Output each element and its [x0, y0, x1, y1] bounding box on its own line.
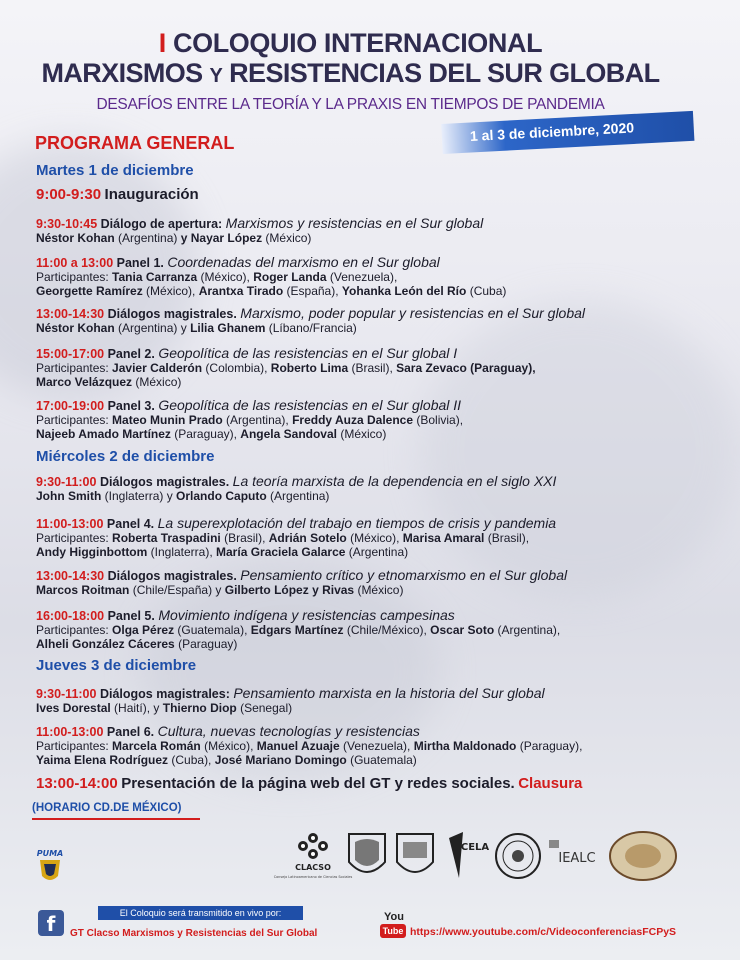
participants-line [36, 637, 686, 651]
program-title: PROGRAMA GENERAL [35, 133, 235, 153]
event-title-line2 [0, 58, 701, 89]
participant-name: y Nayar López [180, 231, 263, 245]
participants-line [36, 531, 686, 545]
partner-logos [273, 828, 695, 888]
session-time: 17:00-19:00 [36, 399, 105, 413]
session-title: Marxismos y resistencias en el Sur global [225, 215, 484, 231]
participant-name: Lilia Ghanem [190, 321, 266, 335]
schedule-item-heading [36, 216, 686, 231]
event-title-text: COLOQUIO INTERNACIONAL [173, 28, 543, 58]
participant-name: Najeeb Amado Martínez [36, 427, 171, 441]
session-time: 11:00-13:00 [36, 517, 104, 531]
participant-detail: (Brasil), [220, 531, 269, 545]
session-time: 13:00-14:30 [36, 307, 105, 321]
participants-line [36, 361, 686, 375]
participant-detail: Participantes: [36, 361, 113, 375]
participant-detail: (Paraguay), [170, 427, 241, 441]
participant-detail: (Líbano/Francia) [265, 321, 357, 335]
session-type: Diálogos magistrales. [99, 475, 230, 489]
session-title: Cultura, nuevas tecnologías y resistencias [157, 723, 420, 739]
schedule-item-heading [36, 516, 686, 531]
youtube-logo-text: You [384, 911, 404, 923]
session-title: Coordenadas del marxismo en el Sur global [167, 254, 440, 270]
schedule-item [36, 188, 686, 202]
participant-name: María Graciela Galarce [216, 545, 346, 559]
participant-name: Alheli González Cáceres [36, 637, 175, 651]
participant-detail: Participantes: [36, 623, 113, 637]
participant-detail: (Haití), y [110, 701, 163, 715]
oval-seal-logo [607, 828, 679, 884]
participant-name: Edgars Martínez [250, 623, 344, 637]
participant-name: Oscar Soto [430, 623, 495, 637]
schedule-item-heading [36, 608, 686, 623]
participant-detail: (Chile/España) y [129, 583, 225, 597]
session-time: 11:00 a 13:00 [36, 256, 114, 270]
session-time: 11:00-13:00 [36, 725, 104, 739]
event-dates: 1 al 3 de diciembre, 2020 [469, 119, 635, 144]
participant-name: Marcela Román [112, 739, 201, 753]
participant-name: Gilberto López y Rivas [224, 583, 355, 597]
participant-name: Andy Higginbottom [36, 545, 148, 559]
session-time: 16:00-18:00 [36, 609, 105, 623]
session-time: 15:00-17:00 [36, 347, 105, 361]
event-subtitle: DESAFÍOS ENTRE LA TEORÍA Y LA PRAXIS EN TIEMPOS DE PANDEMIA [96, 96, 605, 113]
round-seal-logo [493, 828, 543, 884]
schedule-item [36, 686, 686, 715]
event-title-word: MARXISMOS [41, 58, 203, 88]
edition-numeral: I [158, 28, 166, 58]
participant-detail: Participantes: [36, 739, 113, 753]
day-heading: Jueves 3 de diciembre [36, 657, 197, 674]
schedule-item [36, 777, 686, 791]
participant-name: Marco Velázquez [36, 375, 133, 389]
participant-detail: (Paraguay) [174, 637, 238, 651]
participants-line [36, 753, 686, 767]
session-type: Panel 5. [107, 609, 155, 623]
event-title-word: RESISTENCIAS DEL SUR GLOBAL [229, 58, 660, 88]
event-title-line1 [0, 28, 701, 59]
session-title: Pensamiento crítico y etnomarxismo en el Sur global [240, 567, 568, 583]
session-time: 13:00-14:00 [36, 775, 118, 792]
participant-detail: (Venezuela), [339, 739, 414, 753]
session-type: Diálogo de apertura: [100, 217, 223, 231]
participant-detail: (Argentina) [114, 231, 181, 245]
participant-name: Marisa Amaral [402, 531, 485, 545]
participant-name: Mirtha Maldonado [413, 739, 517, 753]
participant-detail: (México) [337, 427, 387, 441]
participant-detail: (Argentina) y [114, 321, 191, 335]
schedule-item [36, 255, 686, 298]
participants-line [36, 284, 686, 298]
participants-line [36, 545, 686, 559]
participant-detail: Participantes: [36, 270, 113, 284]
participant-name: Roberto Lima [270, 361, 349, 375]
schedule-item [36, 474, 686, 503]
participant-detail: (Argentina) [266, 489, 330, 503]
participant-name: Yaima Elena Rodríguez [36, 753, 169, 767]
participant-detail: (Cuba), [168, 753, 215, 767]
participant-name: Angela Sandoval [240, 427, 337, 441]
participant-name: José Mariano Domingo [214, 753, 347, 767]
session-title: Pensamiento marxista en la historia del Sur global [233, 685, 545, 701]
participants-line [36, 231, 686, 245]
participant-detail: (México) [354, 583, 404, 597]
facebook-icon[interactable]: f [38, 910, 64, 936]
schedule-item-heading [36, 686, 686, 701]
participant-detail: (Paraguay), [516, 739, 583, 753]
clacso-logo [273, 828, 353, 884]
participant-detail: (Inglaterra) y [101, 489, 177, 503]
participants-line [36, 375, 686, 389]
session-type: Panel 4. [106, 517, 155, 531]
session-title: La teoría marxista de la dependencia en el siglo XXI [232, 473, 557, 489]
participant-name: Sara Zevaco (Paraguay), [396, 361, 536, 375]
session-type: Panel 6. [106, 725, 155, 739]
session-time: 9:30-11:00 [36, 687, 97, 701]
session-title: Marxismo, poder popular y resistencias en el Sur global [240, 305, 586, 321]
participant-detail: (Inglaterra), [147, 545, 217, 559]
participant-name: Roberta Traspadini [112, 531, 221, 545]
participant-name: Orlando Caputo [176, 489, 267, 503]
participant-detail: (Argentina) [345, 545, 409, 559]
session-time: 9:00-9:30 [36, 186, 102, 203]
participant-name: Thierno Diop [162, 701, 237, 715]
stream-note: El Coloquio será transmitido en vivo por: [98, 906, 303, 920]
session-type: Panel 2. [107, 347, 155, 361]
participants-line [36, 427, 686, 441]
facebook-page-link[interactable]: GT Clacso Marxismos y Resistencias del Sur Global [70, 928, 318, 939]
schedule-item-heading [36, 474, 686, 489]
event-title-word: Y [209, 65, 223, 87]
participant-detail: (Argentina), [494, 623, 561, 637]
participant-name: Freddy Auza Dalence [292, 413, 414, 427]
session-type: Panel 1. [116, 256, 164, 270]
schedule-item-heading [36, 724, 686, 739]
participant-detail: (México) [262, 231, 312, 245]
day-heading: Miércoles 2 de diciembre [36, 448, 215, 465]
participants-line [36, 413, 686, 427]
participant-name: Néstor Kohan [36, 231, 115, 245]
participant-detail: Participantes: [36, 531, 113, 545]
participant-detail: (Argentina), [222, 413, 293, 427]
participant-detail: (Guatemala), [174, 623, 251, 637]
session-type: Diálogos magistrales. [107, 307, 237, 321]
clacso-logo-text: CLACSO [295, 863, 331, 872]
participants-line [36, 583, 686, 597]
participant-detail: (España), [283, 284, 342, 298]
session-time: 9:30-10:45 [36, 217, 98, 231]
schedule-item [36, 608, 686, 651]
participant-detail: (México), [197, 270, 254, 284]
schedule-item [36, 216, 686, 245]
participant-name: Ives Dorestal [36, 701, 111, 715]
iealc-logo-text: IEALC [558, 851, 596, 866]
session-title: La superexplotación del trabajo en tiempos de crisis y pandemia [157, 515, 557, 531]
session-type: Diálogos magistrales: [99, 687, 230, 701]
participant-detail: (Guatemala) [346, 753, 417, 767]
schedule-item [36, 724, 686, 767]
session-type: Presentación de la página web del GT y redes sociales. [121, 775, 515, 792]
schedule-item-heading [36, 188, 686, 202]
participants-line [36, 701, 686, 715]
iealc-logo [543, 828, 607, 884]
cela-logo [445, 828, 493, 884]
session-title: Movimiento indígena y resistencias campesinas [158, 607, 455, 623]
clacso-logo-subtext: Consejo Latinoamericano de Ciencias Sociales [273, 875, 353, 879]
schedule-item [36, 346, 686, 389]
participants-line [36, 739, 686, 753]
schedule-item-heading [36, 568, 686, 583]
session-type: Diálogos magistrales. [107, 569, 237, 583]
closing-label: Clausura [518, 775, 583, 792]
participants-line [36, 270, 686, 284]
participant-name: John Smith [36, 489, 102, 503]
cela-logo-text: CELA [460, 842, 490, 853]
session-time: 13:00-14:30 [36, 569, 105, 583]
participant-name: Javier Calderón [112, 361, 203, 375]
participant-detail: (Colombia), [202, 361, 271, 375]
session-title: Geopolítica de las resistencias en el Sur global I [158, 345, 458, 361]
participant-detail: (México) [132, 375, 182, 389]
youtube-icon[interactable]: Tube [380, 924, 406, 938]
participant-name: Roger Landa [253, 270, 327, 284]
session-type: Panel 3. [107, 399, 155, 413]
participant-name: Marcos Roitman [36, 583, 130, 597]
schedule-item-heading [36, 255, 686, 270]
timezone-underline [32, 818, 200, 820]
participant-name: Olga Pérez [112, 623, 175, 637]
participant-detail: Participantes: [36, 413, 113, 427]
participant-detail: (Brasil), [348, 361, 397, 375]
participant-name: Arantxa Tirado [198, 284, 284, 298]
faculty-shield-logo [393, 828, 437, 884]
schedule-item [36, 398, 686, 441]
participant-name: Yohanka León del Río [341, 284, 467, 298]
participants-line [36, 623, 686, 637]
participant-name: Néstor Kohan [36, 321, 115, 335]
day-heading: Martes 1 de diciembre [36, 162, 194, 179]
youtube-channel-link[interactable]: https://www.youtube.com/c/VideoconferenciasFCPyS [410, 926, 677, 938]
schedule-item-heading [36, 306, 686, 321]
puma-logo-text: PUMA [36, 849, 64, 858]
participant-detail: (Venezuela), [326, 270, 398, 284]
puma-logo [30, 846, 70, 890]
participant-detail: (Bolivia), [413, 413, 464, 427]
participant-name: Georgette Ramírez [36, 284, 143, 298]
participant-detail: (México), [200, 739, 257, 753]
session-type: Inauguración [104, 186, 199, 203]
timezone-note: (HORARIO CD.DE MÉXICO) [32, 802, 182, 814]
participant-name: Manuel Azuaje [256, 739, 340, 753]
session-time: 9:30-11:00 [36, 475, 97, 489]
participant-name: Mateo Munin Prado [112, 413, 223, 427]
participant-detail: (México), [346, 531, 403, 545]
schedule-item [36, 516, 686, 559]
schedule-item-heading [36, 777, 686, 791]
participant-detail: (Senegal) [236, 701, 293, 715]
participant-detail: (México), [142, 284, 199, 298]
participant-name: Tania Carranza [112, 270, 198, 284]
participants-line [36, 489, 686, 503]
participant-detail: (Cuba) [466, 284, 507, 298]
participant-detail: (Chile/México), [343, 623, 431, 637]
schedule-item [36, 568, 686, 597]
participants-line [36, 321, 686, 335]
session-title: Geopolítica de las resistencias en el Sur global II [158, 397, 462, 413]
schedule-item [36, 306, 686, 335]
participant-detail: (Brasil), [484, 531, 530, 545]
schedule-item-heading [36, 398, 686, 413]
schedule-item-heading [36, 346, 686, 361]
participant-name: Adrián Sotelo [268, 531, 347, 545]
unam-shield-logo [345, 828, 389, 884]
